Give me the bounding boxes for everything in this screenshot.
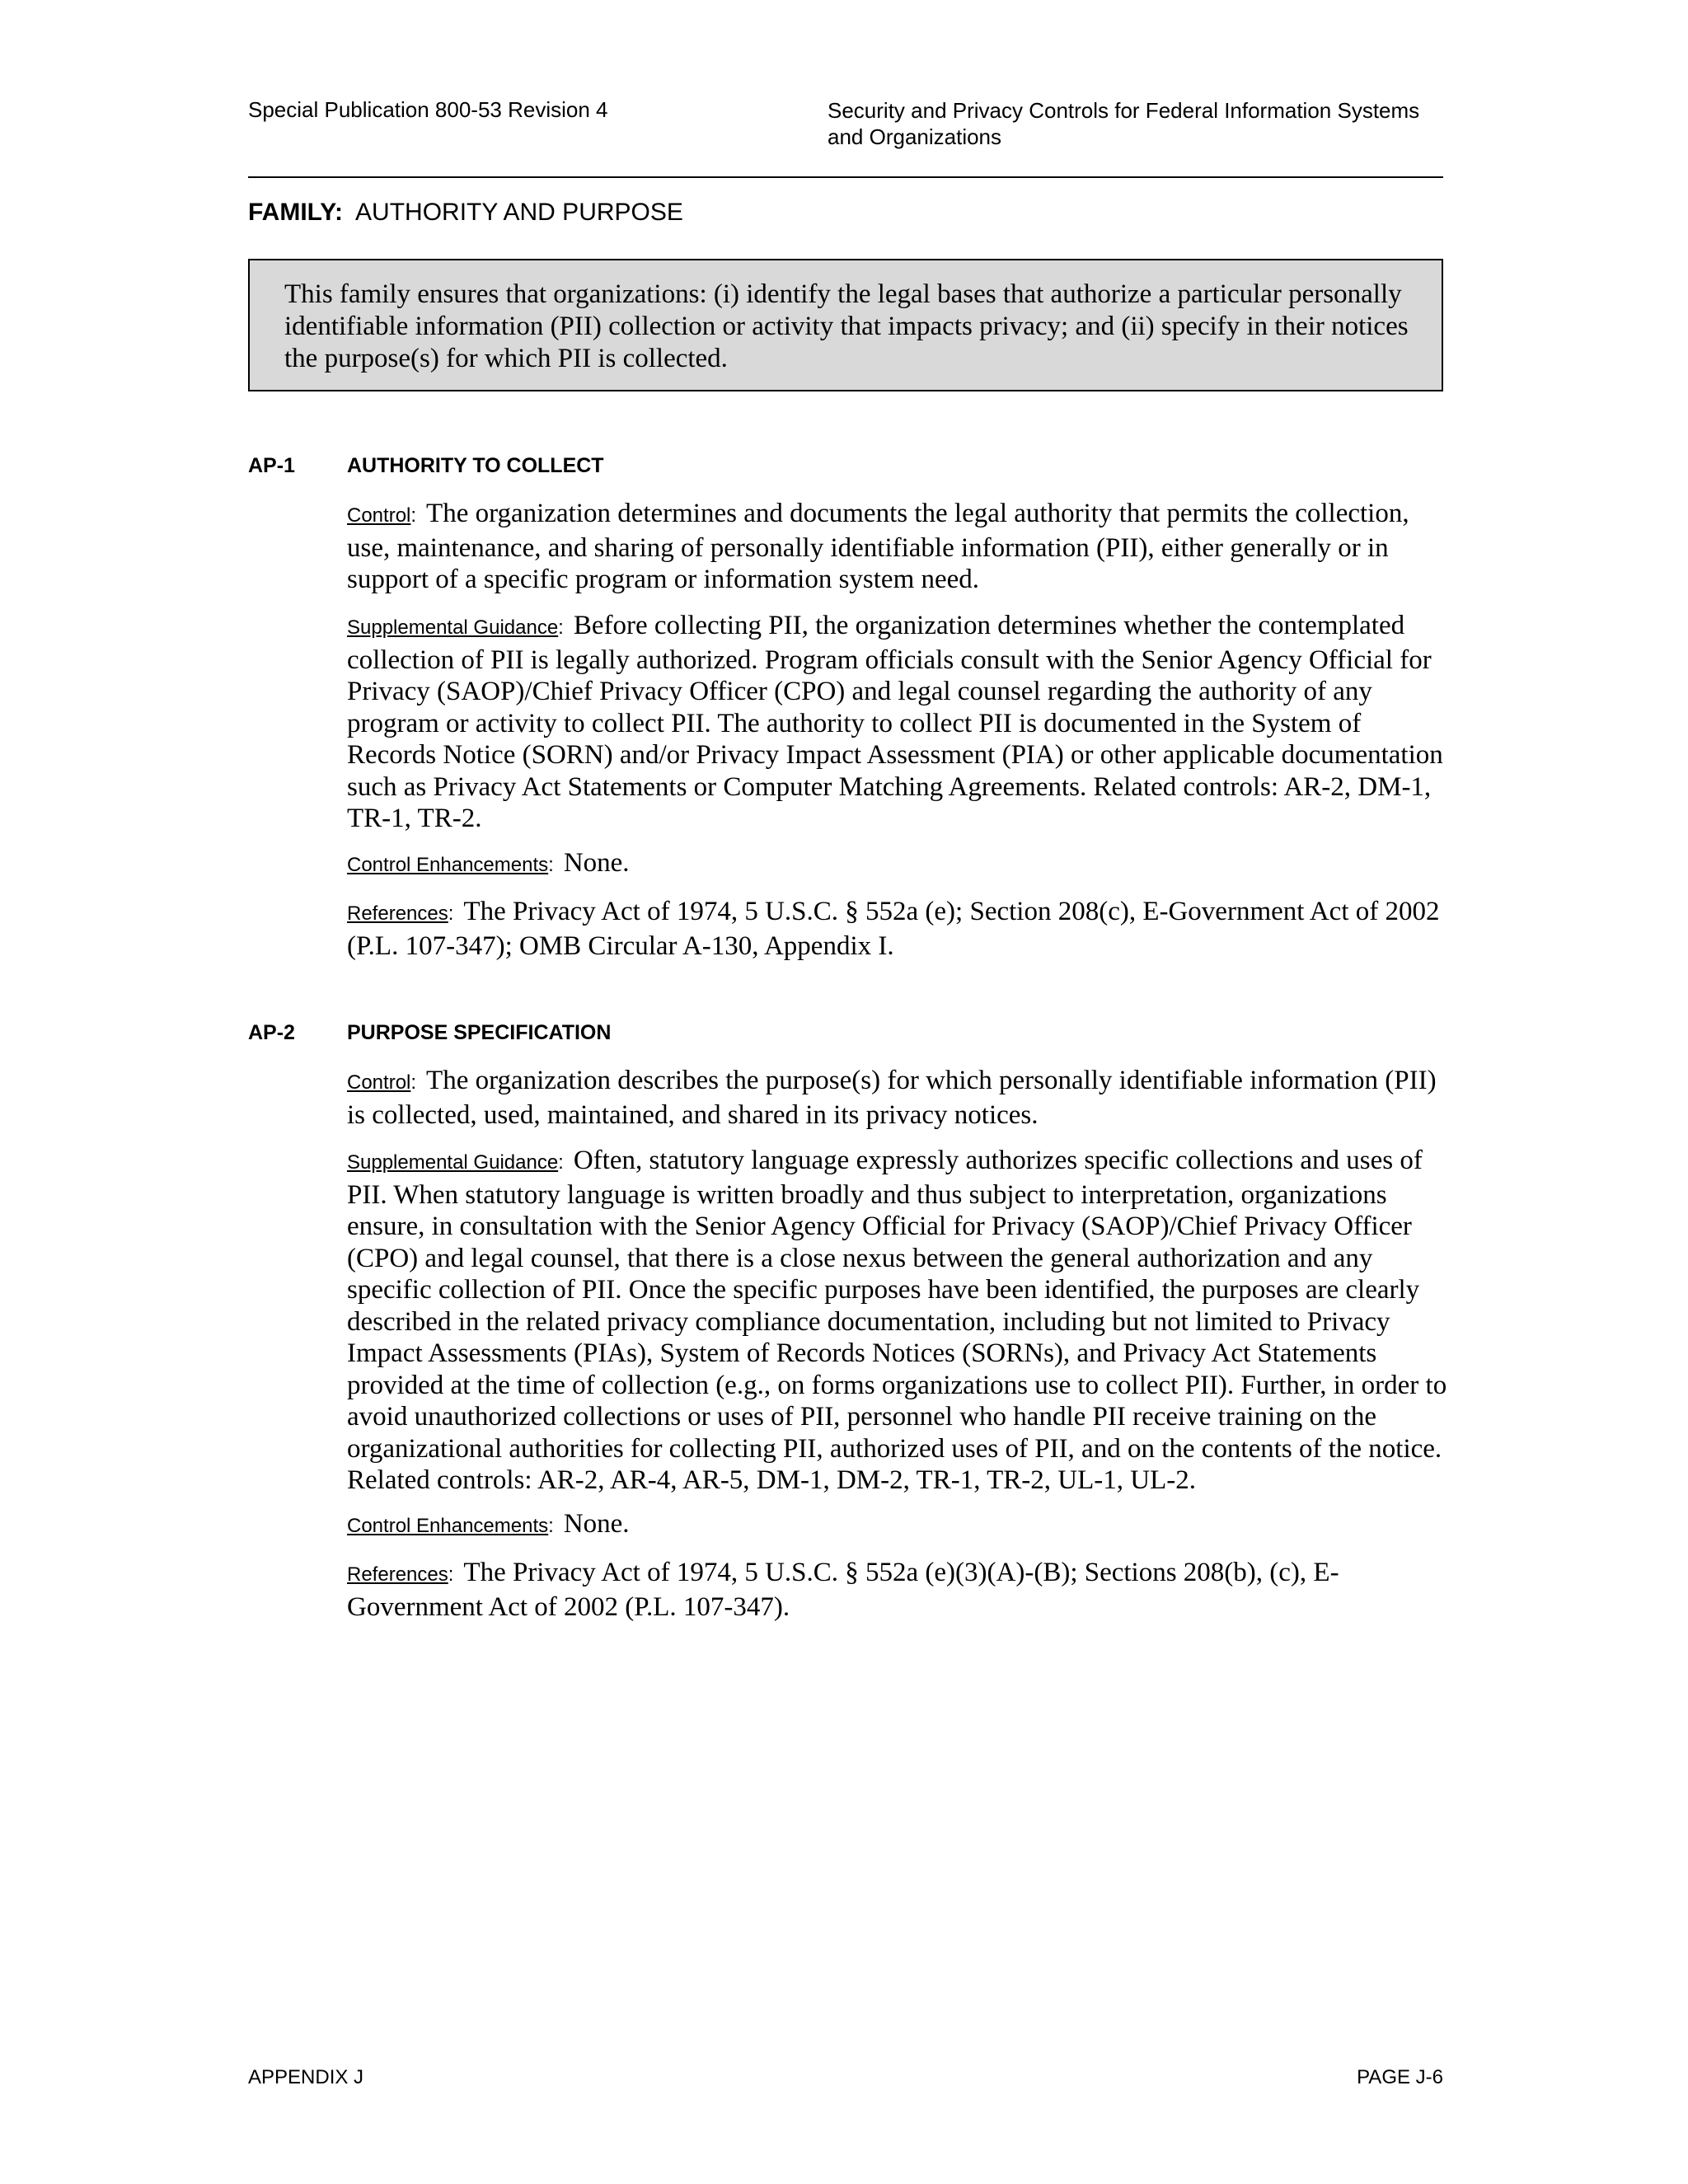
supplemental-guidance-ap2: Supplemental Guidance: Often, statutory language expressly authorizes specific collections and uses of PII. When statutory language is written broadly and thus subject to interpretation, organizations ensure, in consultation with the Senior Agency Official for Privacy (SAOP)/Chief Privacy Officer (CPO) and legal counsel, that there is a close nexus between the general authorization and any specific collection of PII. Once the specific purposes have been identified, the purposes are clearly described in the related privacy compliance documentation, including but not limited to Privacy Impact Assessments (PIAs), System of Records Notices (SORNs), and Privacy Act Statements provided at the time of collection (e.g., on forms organizations use to collect PII). Further, in order to avoid unauthorized collections or uses of PII, personnel who handle PII receive training on the organizational authorities for collecting PII, authorized uses of PII, and on the contents of the notice. Related controls: AR-2, AR-4, AR-5, DM-1, DM-2, TR-1, TR-2, UL-1, UL-2. bbox=[347, 1146, 1447, 1495]
control-label: Control bbox=[347, 1071, 411, 1094]
control-id-ap1: AP-1 bbox=[248, 454, 295, 477]
enhancements-text: None. bbox=[563, 848, 630, 878]
header-rule bbox=[248, 176, 1443, 178]
family-heading bbox=[248, 199, 683, 227]
family-description: This family ensures that organizations: (i) identify the legal bases that authorize a particular personally identifiable information (PII) collection or activity that impacts privacy; and (ii) specify in their notices the purpose(s) for which PII is collected. bbox=[284, 279, 1409, 373]
control-title-ap2: PURPOSE SPECIFICATION bbox=[347, 1021, 612, 1044]
running-header-right-line1: Security and Privacy Controls for Federal Information Systems bbox=[828, 98, 1420, 123]
control-text: The organization determines and documents the legal authority that permits the collection, use, maintenance, and sharing of personally identifiable information (PII), either generally or in support of a specific program or information system need. bbox=[347, 499, 1409, 594]
references-text: The Privacy Act of 1974, 5 U.S.C. § 552a (e)(3)(A)-(B); Sections 208(b), (c), E-Government Act of 2002 (P.L. 107-347). bbox=[347, 1558, 1339, 1622]
enhancements-label: Control Enhancements bbox=[347, 1515, 549, 1537]
guidance-text: Often, statutory language expressly authorizes specific collections and uses of PII. When statutory language is written broadly and thus subject to interpretation, organizations ensure, in consultation with the Senior Agency Official for Privacy (SAOP)/Chief Privacy Officer (CPO) and legal counsel, that there is a close nexus between the general authorization and any specific collection of PII. Once the specific purposes have been identified, the purposes are clearly described in the related privacy compliance documentation, including but not limited to Privacy Impact Assessments (PIAs), System of Records Notices (SORNs), and Privacy Act Statements provided at the time of collection (e.g., on forms organizations use to collect PII). Further, in order to avoid unauthorized collections or uses of PII, personnel who handle PII receive training on the organizational authorities for collecting PII, authorized uses of PII, and on the contents of the notice. Related controls: AR-2, AR-4, AR-5, DM-1, DM-2, TR-1, TR-2, UL-1, UL-2. bbox=[347, 1146, 1447, 1495]
running-header-right-line2: and Organizations bbox=[828, 124, 1002, 149]
enhancements-text: None. bbox=[563, 1509, 630, 1539]
enhancements-label: Control Enhancements bbox=[347, 854, 549, 876]
family-description-box bbox=[248, 259, 1443, 391]
references-ap1: References: The Privacy Act of 1974, 5 U.S.C. § 552a (e); Section 208(c), E-Government Act of 2002 (P.L. 107-347); OMB Circular A-130, Appendix I. bbox=[347, 897, 1440, 961]
running-header-right bbox=[828, 97, 1454, 150]
family-name: AUTHORITY AND PURPOSE bbox=[355, 199, 683, 226]
control-id-ap2: AP-2 bbox=[248, 1021, 295, 1044]
guidance-label: Supplemental Guidance bbox=[347, 616, 559, 639]
supplemental-guidance-ap1: Supplemental Guidance: Before collecting PII, the organization determines whether the contemplated collection of PII is legally authorized. Program officials consult with the Senior Agency Official for Privacy (SAOP)/Chief Privacy Officer (CPO) and legal counsel regarding the authority of any program or activity to collect PII. The authority to collect PII is documented in the System of Records Notice (SORN) and/or Privacy Impact Assessment (PIA) or other applicable documentation such as Privacy Act Statements or Computer Matching Agreements. Related controls: AR-2, DM-1, TR-1, TR-2. bbox=[347, 611, 1443, 833]
control-enhancements-ap2: Control Enhancements: None. bbox=[347, 1509, 630, 1539]
control-text: The organization describes the purpose(s) for which personally identifiable information (PII) is collected, used, maintained, and shared in its privacy notices. bbox=[347, 1066, 1437, 1130]
running-header-left: Special Publication 800-53 Revision 4 bbox=[248, 97, 608, 122]
control-label: Control bbox=[347, 504, 411, 527]
guidance-label: Supplemental Guidance bbox=[347, 1151, 559, 1174]
control-statement-ap2: Control: The organization describes the purpose(s) for which personally identifiable information (PII) is collected, used, maintained, and shared in its privacy notices. bbox=[347, 1066, 1437, 1130]
references-ap2: References: The Privacy Act of 1974, 5 U.S.C. § 552a (e)(3)(A)-(B); Sections 208(b), (c), E-Government Act of 2002 (P.L. 107-347). bbox=[347, 1558, 1339, 1622]
control-enhancements-ap1: Control Enhancements: None. bbox=[347, 848, 630, 878]
references-label: References bbox=[347, 902, 448, 925]
references-label: References bbox=[347, 1563, 448, 1586]
control-title-ap1: AUTHORITY TO COLLECT bbox=[347, 454, 604, 477]
family-label: FAMILY: bbox=[248, 199, 344, 226]
footer-page-number: PAGE J-6 bbox=[1357, 2066, 1443, 2088]
control-statement-ap1: Control: The organization determines and documents the legal authority that permits the collection, use, maintenance, and sharing of personally identifiable information (PII), either generally or in support of a specific program or information system need. bbox=[347, 499, 1409, 594]
footer-appendix: APPENDIX J bbox=[248, 2066, 364, 2088]
guidance-text: Before collecting PII, the organization determines whether the contemplated collection of PII is legally authorized. Program officials consult with the Senior Agency Official for Privacy (SAOP)/Chief Privacy Officer (CPO) and legal counsel regarding the authority of any program or activity to collect PII. The authority to collect PII is documented in the System of Records Notice (SORN) and/or Privacy Impact Assessment (PIA) or other applicable documentation such as Privacy Act Statements or Computer Matching Agreements. Related controls: AR-2, DM-1, TR-1, TR-2. bbox=[347, 611, 1443, 833]
references-text: The Privacy Act of 1974, 5 U.S.C. § 552a (e); Section 208(c), E-Government Act of 2002 (P.L. 107-347); OMB Circular A-130, Appendix I. bbox=[347, 897, 1440, 961]
